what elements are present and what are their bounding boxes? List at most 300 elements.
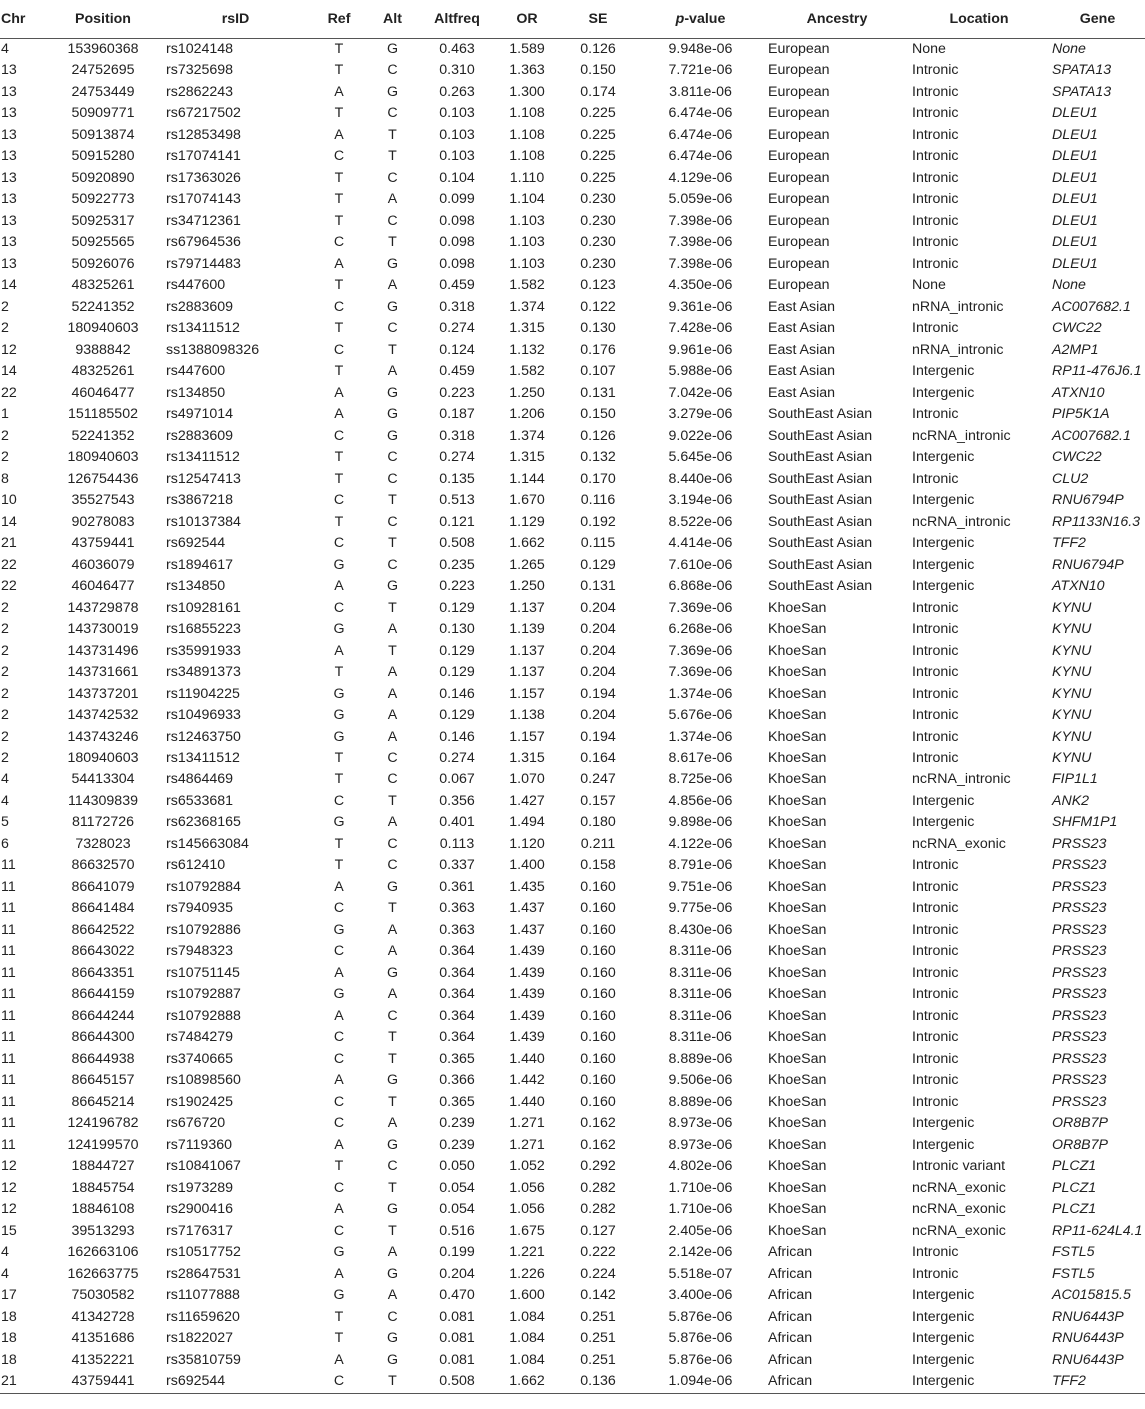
cell-position: 86643351 [71, 964, 135, 981]
cell-altfreq: 0.104 [439, 169, 475, 186]
cell-se: 0.150 [580, 62, 616, 79]
cell-se: 0.122 [580, 298, 616, 315]
cell-location: Intergenic [912, 1115, 975, 1132]
cell-gene: RP1133N16.3 [1052, 513, 1141, 530]
cell-or: 1.315 [509, 449, 545, 466]
cell-pvalue: 6.474e-06 [668, 105, 733, 122]
cell-pvalue: 5.988e-06 [668, 363, 733, 380]
cell-pvalue: 9.961e-06 [668, 341, 733, 358]
cell-altfreq: 0.274 [439, 749, 475, 766]
cell-rsid: rs145663084 [166, 835, 249, 852]
cell-position: 9388842 [75, 341, 131, 358]
cell-location: ncRNA_exonic [912, 1179, 1006, 1196]
cell-ancestry: KhoeSan [768, 707, 827, 724]
cell-location: Intronic [912, 685, 959, 702]
cell-chr: 2 [1, 749, 9, 766]
cell-ref: T [334, 191, 344, 208]
cell-altfreq: 0.223 [439, 578, 475, 595]
cell-se: 0.192 [580, 513, 616, 530]
cell-ancestry: East Asian [768, 298, 836, 315]
cell-gene: PLCZ1 [1052, 1179, 1097, 1196]
cell-pvalue: 8.311e-06 [669, 1007, 732, 1024]
cell-pvalue: 8.522e-06 [668, 513, 733, 530]
cell-chr: 2 [1, 427, 9, 444]
cell-gene: PRSS23 [1052, 835, 1107, 852]
cell-gene: PRSS23 [1052, 1072, 1107, 1089]
cell-altfreq: 0.508 [420, 1371, 494, 1393]
table-row [0, 232, 1145, 253]
header-altfreq: Altfreq [420, 0, 494, 39]
cell-alt: C [387, 835, 398, 852]
cell-pvalue: 5.676e-06 [668, 707, 733, 724]
cell-alt: T [388, 535, 397, 552]
cell-rsid: rs62368165 [166, 814, 241, 831]
cell-altfreq: 0.364 [439, 986, 475, 1003]
cell-ref: G [333, 707, 345, 724]
cell-alt: C [387, 105, 398, 122]
table-row [0, 769, 1145, 790]
cell-se: 0.160 [580, 878, 616, 895]
cell-se: 0.126 [580, 41, 616, 57]
cell-chr: 4 [1, 41, 9, 57]
cell-altfreq: 0.235 [439, 556, 475, 573]
cell-location: Intergenic [912, 556, 975, 573]
cell-ref: C [333, 148, 345, 165]
cell-ref: G [333, 728, 345, 745]
cell-rsid: rs1822027 [166, 1330, 234, 1347]
cell-ref: A [334, 1136, 344, 1153]
cell-gene: RNU6794P [1052, 492, 1124, 509]
cell-position: 50925317 [71, 212, 135, 229]
table-header [0, 0, 1145, 39]
cell-alt: G [386, 1330, 399, 1347]
cell-rsid: rs2900416 [166, 1201, 234, 1218]
cell-rsid: rs2862243 [166, 83, 234, 100]
cell-rsid: rs10841067 [166, 1158, 241, 1175]
cell-location: Intronic [912, 105, 959, 122]
table-row [0, 512, 1145, 533]
cell-se: 0.204 [580, 664, 616, 681]
cell-rsid: rs13411512 [166, 749, 240, 766]
cell-se: 0.230 [580, 234, 616, 251]
cell-position: 50926076 [71, 255, 135, 272]
cell-altfreq: 0.365 [439, 1093, 475, 1110]
cell-pvalue: 2.405e-06 [668, 1222, 733, 1239]
cell-chr: 2 [1, 664, 9, 681]
cell-position: 86645214 [71, 1093, 135, 1110]
cell-or: 1.157 [509, 728, 545, 745]
cell-chr: 12 [1, 1201, 17, 1218]
cell-position: 143743246 [67, 728, 139, 745]
cell-or: 1.271 [509, 1136, 545, 1153]
cell-ancestry: KhoeSan [768, 1136, 827, 1153]
cell-gene: DLEU1 [1052, 169, 1098, 186]
cell-chr: 2 [1, 320, 9, 337]
cell-location: Intronic [912, 664, 959, 681]
cell-or: 1.221 [509, 1244, 545, 1261]
cell-pvalue: 6.474e-06 [668, 148, 733, 165]
cell-ref: T [334, 664, 344, 681]
cell-alt: A [387, 664, 398, 681]
cell-se: 0.123 [580, 277, 616, 294]
cell-chr: 12 [1, 341, 17, 358]
cell-location: Intronic [912, 191, 959, 208]
cell-alt: G [386, 406, 399, 423]
cell-altfreq: 0.081 [439, 1330, 475, 1347]
cell-location: Intronic [912, 749, 959, 766]
cell-position: 86644938 [71, 1050, 135, 1067]
cell-altfreq: 0.274 [439, 449, 475, 466]
cell-rsid: rs7119360 [166, 1136, 232, 1153]
cell-location: Intergenic [912, 792, 975, 809]
cell-chr: 5 [1, 814, 9, 831]
cell-location: Intronic [912, 212, 959, 229]
table-row [0, 1371, 1145, 1393]
header-pvalue-italic: p [675, 11, 685, 27]
cell-or: 1.440 [509, 1050, 545, 1067]
cell-altfreq: 0.098 [439, 234, 475, 251]
cell-ancestry: European [768, 126, 830, 143]
cell-ref: C [333, 1093, 345, 1110]
cell-pvalue: 1.710e-06 [668, 1201, 733, 1218]
cell-or: 1.374 [509, 427, 545, 444]
cell-position: 46046477 [71, 578, 135, 595]
table-row [0, 834, 1145, 855]
cell-position: 162663775 [67, 1265, 139, 1282]
cell-gene: PRSS23 [1052, 1050, 1107, 1067]
cell-gene: PRSS23 [1052, 964, 1107, 981]
cell-gene: PLCZ1 [1052, 1201, 1097, 1218]
cell-pvalue: 8.791e-06 [668, 857, 733, 874]
cell-rsid: rs79714483 [166, 255, 241, 272]
table-row [0, 641, 1145, 662]
cell-gene: TFF2 [1052, 535, 1086, 552]
cell-location: Intronic [912, 126, 959, 143]
cell-chr: 13 [1, 83, 17, 100]
cell-position: 50922773 [71, 191, 135, 208]
cell-ancestry: European [768, 255, 830, 272]
cell-gene: None [1052, 277, 1086, 294]
cell-pvalue: 7.369e-06 [668, 664, 733, 681]
cell-ref: A [334, 406, 344, 423]
cell-alt: A [387, 1287, 398, 1304]
cell-location: Intronic [912, 943, 959, 960]
cell-chr: 11 [1, 900, 16, 917]
cell-ref: T [334, 857, 344, 874]
cell-ref: A [334, 126, 344, 143]
cell-gene: KYNU [1052, 749, 1092, 766]
cell-ref: A [334, 642, 344, 659]
cell-ref: C [313, 1371, 365, 1393]
cell-ancestry: African [768, 1244, 813, 1261]
cell-or: 1.132 [509, 341, 545, 358]
cell-se: 0.160 [580, 943, 616, 960]
cell-gene: PIP5K1A [1052, 406, 1110, 423]
cell-se: 0.251 [580, 1308, 616, 1325]
cell-pvalue: 8.311e-06 [669, 964, 732, 981]
cell-altfreq: 0.239 [439, 1136, 475, 1153]
cell-gene: PRSS23 [1052, 1093, 1107, 1110]
cell-chr: 11 [1, 1093, 16, 1110]
cell-se: 0.160 [580, 900, 616, 917]
cell-location: Intergenic [912, 814, 975, 831]
cell-gene: SHFM1P1 [1052, 814, 1118, 831]
cell-pvalue: 1.710e-06 [668, 1179, 733, 1196]
cell-location: Intergenic [912, 1136, 975, 1153]
cell-altfreq: 0.459 [439, 363, 475, 380]
cell-gene: AC007682.1 [1052, 427, 1131, 444]
cell-ancestry: KhoeSan [768, 814, 827, 831]
cell-pvalue: 9.506e-06 [668, 1072, 733, 1089]
cell-location: Intronic [912, 857, 959, 874]
cell-or: 1.374 [509, 298, 545, 315]
cell-gene: RNU6443P [1052, 1308, 1124, 1325]
cell-pvalue: 3.400e-06 [668, 1287, 733, 1304]
cell-position: 143731661 [67, 664, 139, 681]
cell-position: 41352221 [71, 1351, 135, 1368]
cell-chr: 21 [0, 1371, 48, 1393]
table-row [0, 340, 1145, 361]
cell-location: Intergenic [912, 363, 975, 380]
cell-ref: A [334, 1007, 344, 1024]
cell-alt: A [387, 277, 398, 294]
cell-se: 0.136 [560, 1371, 636, 1393]
cell-ancestry: KhoeSan [768, 1007, 827, 1024]
cell-or: 1.440 [509, 1093, 545, 1110]
cell-ancestry: SouthEast Asian [768, 492, 873, 509]
cell-pvalue: 8.430e-06 [668, 921, 733, 938]
cell-pvalue: 7.398e-06 [668, 212, 733, 229]
cell-gene: CLU2 [1052, 470, 1089, 487]
cell-chr: 4 [1, 1244, 9, 1261]
cell-ref: C [333, 1179, 345, 1196]
cell-altfreq: 0.103 [439, 126, 475, 143]
cell-altfreq: 0.508 [439, 535, 475, 552]
cell-or: 1.363 [509, 62, 545, 79]
cell-altfreq: 0.263 [439, 83, 475, 100]
cell-ancestry: European [768, 212, 830, 229]
cell-chr: 18 [1, 1308, 17, 1325]
cell-altfreq: 0.099 [439, 191, 475, 208]
cell-ancestry: SouthEast Asian [768, 513, 873, 530]
cell-position: 143730019 [67, 621, 139, 638]
cell-alt: A [387, 814, 398, 831]
cell-altfreq: 0.113 [439, 835, 475, 852]
cell-gene: RNU6443P [1052, 1330, 1124, 1347]
cell-altfreq: 0.356 [439, 792, 475, 809]
cell-or: 1.250 [509, 578, 545, 595]
table-row [0, 297, 1145, 318]
table-row [0, 404, 1145, 425]
cell-altfreq: 0.274 [439, 320, 475, 337]
table-row [0, 1178, 1145, 1199]
cell-alt: G [386, 578, 399, 595]
cell-rsid: rs10898560 [166, 1072, 241, 1089]
cell-chr: 13 [1, 148, 17, 165]
table-row [0, 60, 1145, 81]
cell-pvalue: 4.856e-06 [668, 792, 733, 809]
table-row [0, 727, 1145, 748]
cell-chr: 11 [1, 986, 16, 1003]
table-row [0, 1092, 1145, 1113]
cell-se: 0.170 [580, 470, 616, 487]
cell-chr: 6 [1, 835, 9, 852]
cell-or: 1.494 [509, 814, 545, 831]
cell-position: 24753449 [71, 83, 135, 100]
cell-altfreq: 0.103 [439, 105, 475, 122]
cell-se: 0.230 [580, 191, 616, 208]
cell-pvalue: 4.802e-06 [668, 1158, 733, 1175]
cell-altfreq: 0.364 [439, 964, 475, 981]
header-position: Position [48, 0, 158, 39]
cell-altfreq: 0.129 [439, 664, 475, 681]
cell-or: 1.129 [509, 513, 545, 530]
cell-ancestry: KhoeSan [768, 1029, 827, 1046]
cell-gene: PRSS23 [1052, 986, 1107, 1003]
cell-gene: PRSS23 [1052, 921, 1107, 938]
cell-altfreq: 0.239 [439, 1115, 475, 1132]
cell-se: 0.211 [580, 835, 616, 852]
cell-rsid: rs17074141 [166, 148, 241, 165]
table-row [0, 168, 1145, 189]
cell-location: Intergenic [912, 449, 975, 466]
cell-alt: T [388, 1093, 397, 1110]
cell-rsid: rs34712361 [166, 212, 241, 229]
cell-gene: PRSS23 [1052, 1007, 1107, 1024]
cell-or: 1.108 [509, 148, 545, 165]
cell-alt: G [386, 298, 399, 315]
cell-position: 180940603 [67, 320, 139, 337]
cell-ancestry: African [765, 1371, 909, 1393]
cell-chr: 4 [1, 792, 9, 809]
cell-ref: C [333, 1029, 345, 1046]
cell-chr: 11 [1, 1050, 16, 1067]
cell-se: 0.127 [580, 1222, 616, 1239]
cell-pvalue: 8.725e-06 [668, 771, 733, 788]
cell-chr: 1 [1, 406, 9, 423]
cell-location: Intronic [912, 642, 959, 659]
cell-pvalue: 4.414e-06 [668, 535, 733, 552]
cell-gene: RP11-624L4.1 [1052, 1222, 1143, 1239]
cell-ancestry: KhoeSan [768, 771, 827, 788]
cell-gene: TFF2 [1049, 1371, 1145, 1393]
cell-se: 0.158 [580, 857, 616, 874]
cell-location: Intergenic [912, 384, 975, 401]
cell-position: 18845754 [71, 1179, 135, 1196]
cell-position: 143731496 [67, 642, 139, 659]
cell-altfreq: 0.135 [439, 470, 475, 487]
cell-or: 1.427 [509, 792, 545, 809]
cell-chr: 13 [1, 191, 17, 208]
cell-or: 1.300 [509, 83, 545, 100]
cell-se: 0.160 [580, 1050, 616, 1067]
cell-or: 1.137 [509, 642, 545, 659]
cell-location: Intronic [912, 599, 959, 616]
table-row [0, 318, 1145, 339]
table-row [0, 684, 1145, 705]
cell-or: 1.103 [509, 234, 545, 251]
table-row [0, 598, 1145, 619]
cell-altfreq: 0.054 [439, 1201, 475, 1218]
table-row [0, 984, 1145, 1005]
cell-ref: G [333, 621, 345, 638]
cell-pvalue: 1.094e-06 [636, 1371, 765, 1393]
cell-pvalue: 3.811e-06 [669, 83, 732, 100]
cell-chr: 13 [1, 234, 17, 251]
cell-pvalue: 1.374e-06 [668, 685, 733, 702]
cell-se: 0.162 [580, 1115, 616, 1132]
table-row [0, 1307, 1145, 1328]
cell-gene: PLCZ1 [1052, 1158, 1097, 1175]
table-row [0, 1350, 1145, 1371]
cell-gene: KYNU [1052, 664, 1092, 681]
cell-location: ncRNA_exonic [912, 835, 1006, 852]
cell-position: 41342728 [71, 1308, 135, 1325]
cell-pvalue: 6.474e-06 [668, 126, 733, 143]
cell-gene: PRSS23 [1052, 857, 1107, 874]
cell-alt: G [386, 427, 399, 444]
cell-position: 151185502 [68, 406, 138, 423]
cell-se: 0.132 [580, 449, 616, 466]
cell-or: 1.662 [494, 1371, 560, 1393]
cell-gene: RNU6443P [1052, 1351, 1124, 1368]
cell-position: 86641079 [71, 878, 135, 895]
table-body [0, 39, 1145, 1394]
cell-rsid: rs7948323 [166, 943, 234, 960]
cell-alt: C [387, 556, 398, 573]
cell-altfreq: 0.463 [439, 41, 475, 57]
cell-se: 0.251 [580, 1330, 616, 1347]
cell-gene: CWC22 [1052, 449, 1102, 466]
cell-location: Intronic [912, 320, 959, 337]
cell-ancestry: KhoeSan [768, 986, 827, 1003]
cell-rsid: rs134850 [166, 578, 226, 595]
cell-gene: KYNU [1052, 728, 1092, 745]
cell-gene: DLEU1 [1052, 212, 1098, 229]
cell-altfreq: 0.459 [439, 277, 475, 294]
cell-position: 52241352 [71, 427, 135, 444]
cell-ancestry: European [768, 191, 830, 208]
cell-rsid: rs1973289 [166, 1179, 234, 1196]
cell-or: 1.120 [509, 835, 545, 852]
cell-alt: A [387, 685, 398, 702]
table-row [0, 705, 1145, 726]
cell-rsid: rs134850 [166, 384, 226, 401]
cell-ref: T [334, 513, 344, 530]
cell-gene: CWC22 [1052, 320, 1102, 337]
cell-ancestry: African [768, 1265, 813, 1282]
cell-position: 180940603 [67, 449, 139, 466]
cell-se: 0.222 [580, 1244, 616, 1261]
cell-alt: G [386, 83, 399, 100]
table-row [0, 1242, 1145, 1263]
cell-location: Intronic [912, 234, 959, 251]
cell-alt: G [386, 1072, 399, 1089]
cell-altfreq: 0.363 [439, 900, 475, 917]
cell-altfreq: 0.366 [439, 1072, 475, 1089]
table-row [0, 275, 1145, 296]
cell-ref: T [334, 277, 344, 294]
cell-chr: 13 [1, 126, 17, 143]
cell-location: ncRNA_intronic [912, 427, 1011, 444]
cell-or: 1.315 [509, 320, 545, 337]
cell-altfreq: 0.103 [439, 148, 475, 165]
cell-se: 0.160 [580, 1029, 616, 1046]
cell-se: 0.225 [580, 169, 616, 186]
cell-altfreq: 0.318 [439, 427, 475, 444]
cell-altfreq: 0.318 [439, 298, 475, 315]
cell-alt: T [388, 148, 397, 165]
